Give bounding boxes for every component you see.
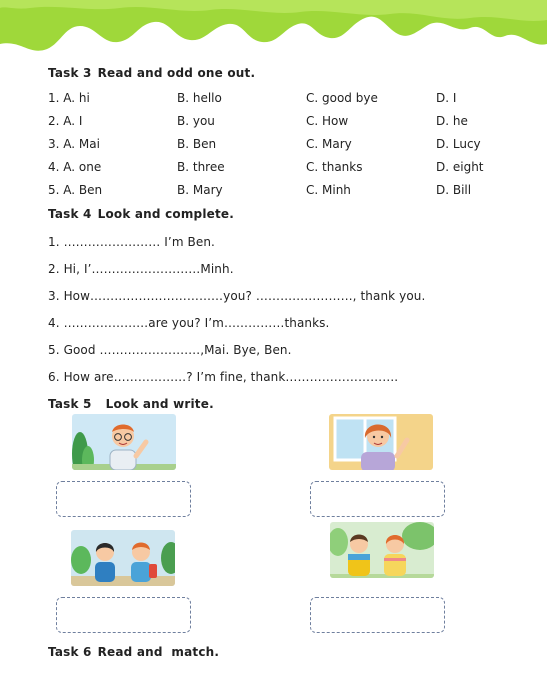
option-d: D. Bill	[436, 183, 472, 197]
option-b: B. Mary	[177, 183, 223, 197]
task3-row	[48, 160, 518, 178]
task4-instruction: Look and complete.	[97, 207, 235, 221]
option-d: D. he	[436, 114, 468, 128]
task3-heading	[48, 66, 255, 80]
task3-row	[48, 137, 518, 155]
task5-label: Task 5	[48, 397, 92, 411]
option-a: 3. A. Mai	[48, 137, 100, 151]
task4-line-5: 5. Good …………………….,Mai. Bye, Ben.	[48, 343, 292, 357]
answer-box-2[interactable]	[310, 481, 445, 517]
woman-waving-picture	[329, 414, 433, 470]
task3-row	[48, 183, 518, 201]
answer-box-4[interactable]	[310, 597, 445, 633]
option-b: B. hello	[177, 91, 222, 105]
task4-line-4: 4. …………………are you? I’m……………thanks.	[48, 316, 330, 330]
option-c: C. Minh	[306, 183, 351, 197]
option-b: B. three	[177, 160, 225, 174]
task3-instruction: Read and odd one out.	[97, 66, 256, 80]
task6-instruction: Read and match.	[97, 645, 220, 659]
task3-label: Task 3	[48, 66, 92, 80]
option-c: C. Mary	[306, 137, 352, 151]
option-d: D. eight	[436, 160, 484, 174]
task5-heading	[48, 397, 214, 411]
task4-heading	[48, 207, 234, 221]
answer-box-3[interactable]	[56, 597, 191, 633]
option-d: D. I	[436, 91, 457, 105]
task4-line-1: 1. …………………… I’m Ben.	[48, 235, 215, 249]
option-d: D. Lucy	[436, 137, 481, 151]
option-c: C. thanks	[306, 160, 363, 174]
task3-row	[48, 114, 518, 132]
task4-line-2: 2. Hi, I’………………………Minh.	[48, 262, 234, 276]
task4-line-6: 6. How are………………? I’m fine, thank……………………….	[48, 370, 399, 384]
option-c: C. How	[306, 114, 349, 128]
green-paint-banner	[0, 0, 547, 62]
option-b: B. Ben	[177, 137, 217, 151]
boy-waving-picture	[72, 414, 176, 470]
task4-line-3: 3. How……………………………you? ……………………, thank you.	[48, 289, 426, 303]
task6-heading	[48, 645, 219, 659]
option-c: C. good bye	[306, 91, 378, 105]
option-a: 1. A. hi	[48, 91, 90, 105]
two-kids-walking-picture	[71, 530, 175, 586]
option-a: 4. A. one	[48, 160, 102, 174]
task6-label: Task 6	[48, 645, 92, 659]
task4-label: Task 4	[48, 207, 92, 221]
answer-box-1[interactable]	[56, 481, 191, 517]
task5-instruction: Look and write.	[105, 397, 214, 411]
option-a: 2. A. I	[48, 114, 83, 128]
task3-row	[48, 91, 518, 109]
option-b: B. you	[177, 114, 215, 128]
option-a: 5. A. Ben	[48, 183, 103, 197]
boy-and-girl-picture	[330, 522, 434, 578]
